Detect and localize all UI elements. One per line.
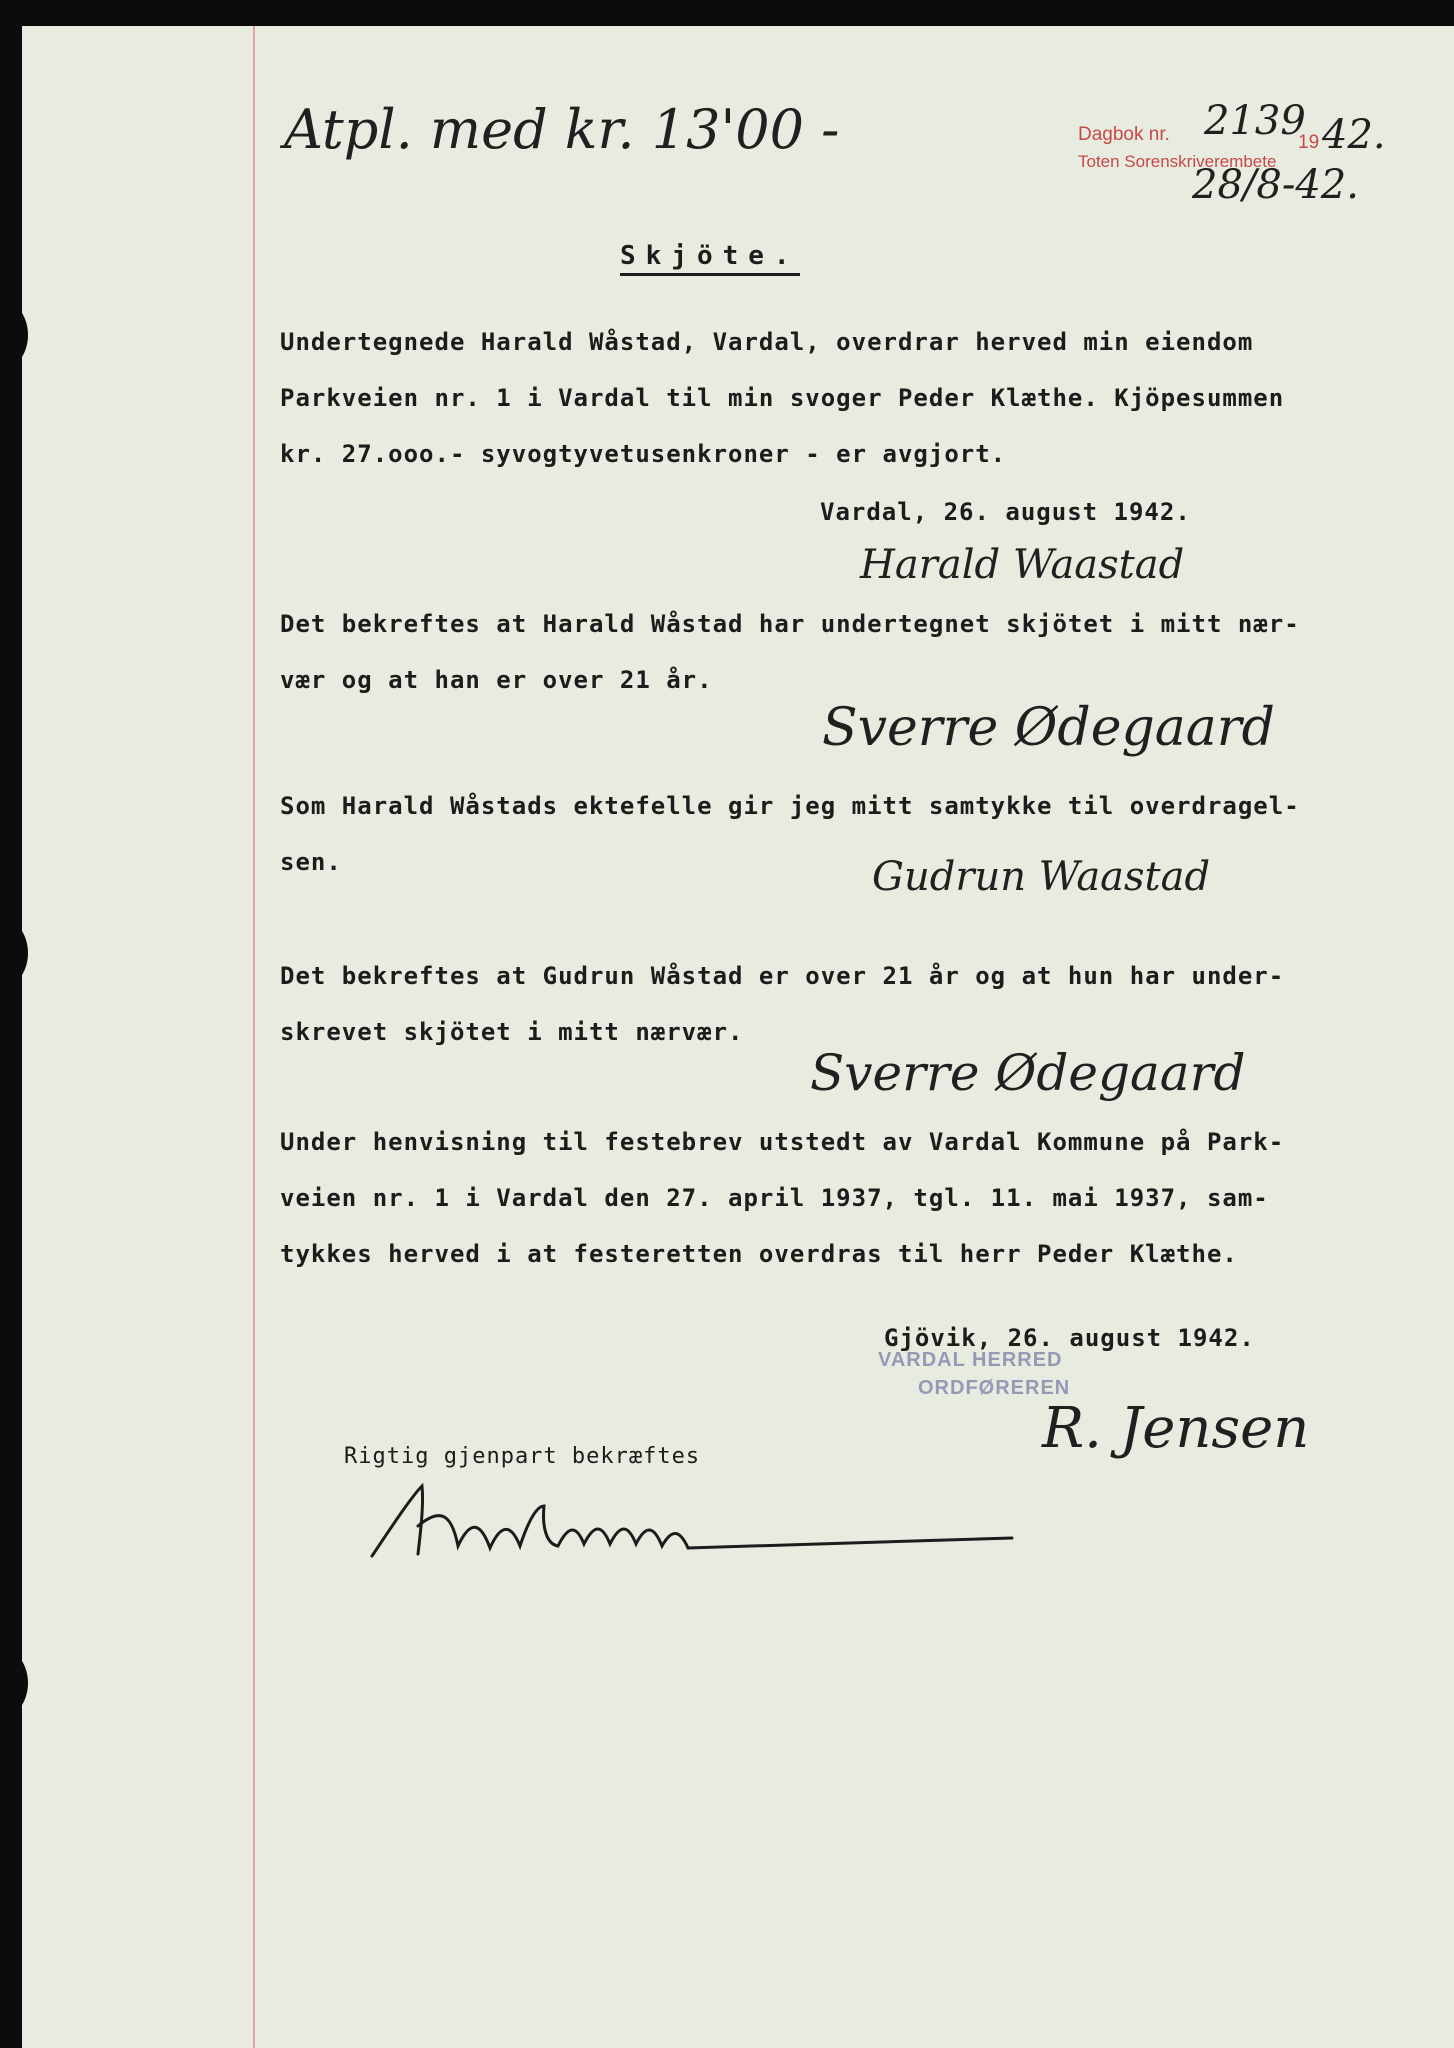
signature-mayor: R. Jensen <box>1042 1396 1310 1461</box>
body-line: Det bekreftes at Harald Wåstad har undertegnet skjötet i mitt nær- <box>280 610 1300 638</box>
diary-stamp-label: Dagbok nr. <box>1078 124 1170 145</box>
body-line: Som Harald Wåstads ektefelle gir jeg mitt samtykke til overdragel- <box>280 792 1300 820</box>
signature-sverre-1: Sverre Ødegaard <box>822 698 1275 758</box>
diary-stamp-office: Toten Sorenskriverembete <box>1078 152 1277 171</box>
municipality-stamp <box>878 1346 1070 1402</box>
place-date: Gjövik, 26. august 1942. <box>884 1324 1255 1352</box>
body-line: skrevet skjötet i mitt nærvær. <box>280 1018 744 1046</box>
margin-line <box>253 26 255 2048</box>
stamp-line: ORDFØREREN <box>918 1377 1071 1399</box>
body-line: veien nr. 1 i Vardal den 27. april 1937, tgl. 11. mai 1937, sam- <box>280 1184 1269 1212</box>
document-title: Skjöte. <box>620 241 800 276</box>
diary-date: 28/8-42. <box>1192 162 1359 208</box>
body-line: Undertegnede Harald Wåstad, Vardal, overdrar herved min eiendom <box>280 328 1254 356</box>
place-date: Vardal, 26. august 1942. <box>820 498 1191 526</box>
body-line: Parkveien nr. 1 i Vardal til min svoger Peder Klæthe. Kjöpesummen <box>280 384 1285 412</box>
document-page <box>22 26 1454 2048</box>
signature-harald: Harald Waastad <box>860 542 1185 588</box>
diary-year-prefix: 19 <box>1298 132 1320 153</box>
body-line: Det bekreftes at Gudrun Wåstad er over 21 år og at hun har under- <box>280 962 1285 990</box>
copy-certification: Rigtig gjenpart bekræftes <box>344 1444 701 1469</box>
stamp-line: VARDAL HERRED <box>878 1349 1063 1371</box>
body-line: tykkes herved i at festeretten overdras til herr Peder Klæthe. <box>280 1240 1238 1268</box>
signature-gudrun: Gudrun Waastad <box>872 854 1211 900</box>
body-line: vær og at han er over 21 år. <box>280 666 713 694</box>
certifier-signature <box>362 1466 1022 1576</box>
signature-sverre-2: Sverre Ødegaard <box>810 1044 1246 1102</box>
body-line: Under henvisning til festebrev utstedt av Vardal Kommune på Park- <box>280 1128 1285 1156</box>
diary-number: 2139 <box>1204 98 1306 144</box>
body-line: kr. 27.ooo.- syvogtyvetusenkroner - er avgjort. <box>280 440 1007 468</box>
pencil-fee-note: Atpl. med kr. 13'00 - <box>284 98 840 161</box>
body-line: sen. <box>280 848 342 876</box>
diary-year: 42. <box>1322 112 1386 158</box>
